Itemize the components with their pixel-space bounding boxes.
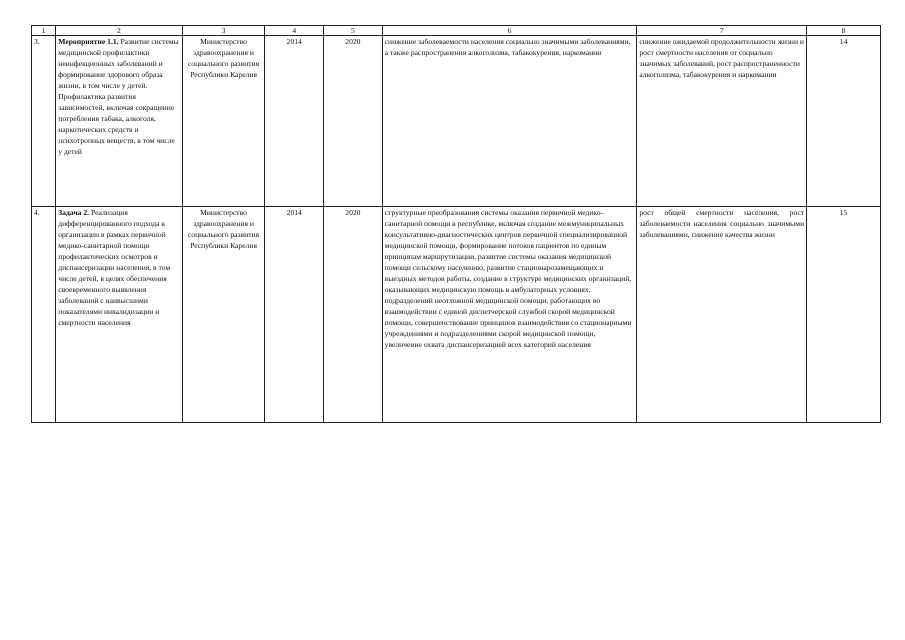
document-sheet: [31, 25, 881, 423]
row-number: 4.: [32, 207, 56, 423]
column-number: 7: [637, 26, 807, 36]
table-row: [32, 36, 881, 207]
column-number: 3: [182, 26, 265, 36]
measure-title-cell: [56, 36, 182, 207]
expected-result-cell: снижение заболеваемости населения социально значимыми заболеваниями, а также распространения алкоголизма, табакокурения, наркомании: [382, 36, 637, 207]
consequence-cell: снижение ожидаемой продолжительности жизни и рост смертности населения от социально значимых заболеваний, рост распространенности алкоголизма, табакокурения и наркомании: [637, 36, 807, 207]
end-year-cell: 2020: [324, 207, 383, 423]
table-row: [32, 207, 881, 423]
column-number: 8: [807, 26, 881, 36]
expected-result-cell: структурные преобразования системы оказания первичной медико-санитарной помощи в республике, включая создание межмуниципальных консультативно-диагностических центров первичной специализированной медицинской помощи, формирование потоков пациентов по единым принципам маршрутизации, развитие системы оказания медицинской помощи сельскому населению, развитие стационарозамещающих и выездных методов работы, создание в структуре медицинских организаций, оказывающих медицинскую помощь в амбулаторных условиях, подразделений неотложной медицинской помощи, работающих во взаимодействии с единой диспетчерской службой скорой медицинской помощи, совершенствование принципов взаимодействия со стационарными учреждениями и подразделениями скорой медицинской помощи, увеличение охвата диспансеризацией всех категорий населения: [382, 207, 637, 423]
measure-title-bold: Задача 2.: [58, 208, 90, 217]
measure-title-bold: Мероприятие 1.1.: [58, 37, 119, 46]
start-year-cell: 2014: [265, 207, 324, 423]
column-number: 6: [382, 26, 637, 36]
measure-title-text: Развитие системы медицинской профилактики неинфекционных заболеваний и формирование здорового образа жизни, в том числе у детей. Профилактика развития зависимостей, включая сокращение потребления табака, алкоголя, наркотических средств и психотропных веществ, в том числе у детей: [58, 37, 179, 156]
end-year-cell: 2020: [324, 36, 383, 207]
consequence-cell: рост общей смертности населения, рост заболеваемости населения социально значимыми заболеваниями, снижение качества жизни: [637, 207, 807, 423]
start-year-cell: 2014: [265, 36, 324, 207]
executor-cell: Министерство здравоохранения и социального развития Республики Карелия: [182, 36, 265, 207]
program-table: [31, 25, 881, 423]
column-number: 2: [56, 26, 182, 36]
row-number: 3.: [32, 36, 56, 207]
measure-title-cell: [56, 207, 182, 423]
indicator-cell: 14: [807, 36, 881, 207]
executor-cell: Министерство здравоохранения и социального развития Республики Карелия: [182, 207, 265, 423]
indicator-cell: 15: [807, 207, 881, 423]
column-number: 5: [324, 26, 383, 36]
column-number: 1: [32, 26, 56, 36]
column-number: 4: [265, 26, 324, 36]
measure-title-text: Реализация дифференцированного подхода к организации в рамках первичной медико-санитарной помощи профилактических осмотров и диспансеризации населения, в том числе детей, в целях обеспечения своевременного выявления заболеваний с наивысшими показателями инвалидизации и смертности населения: [58, 208, 171, 327]
column-number-row: [32, 26, 881, 36]
